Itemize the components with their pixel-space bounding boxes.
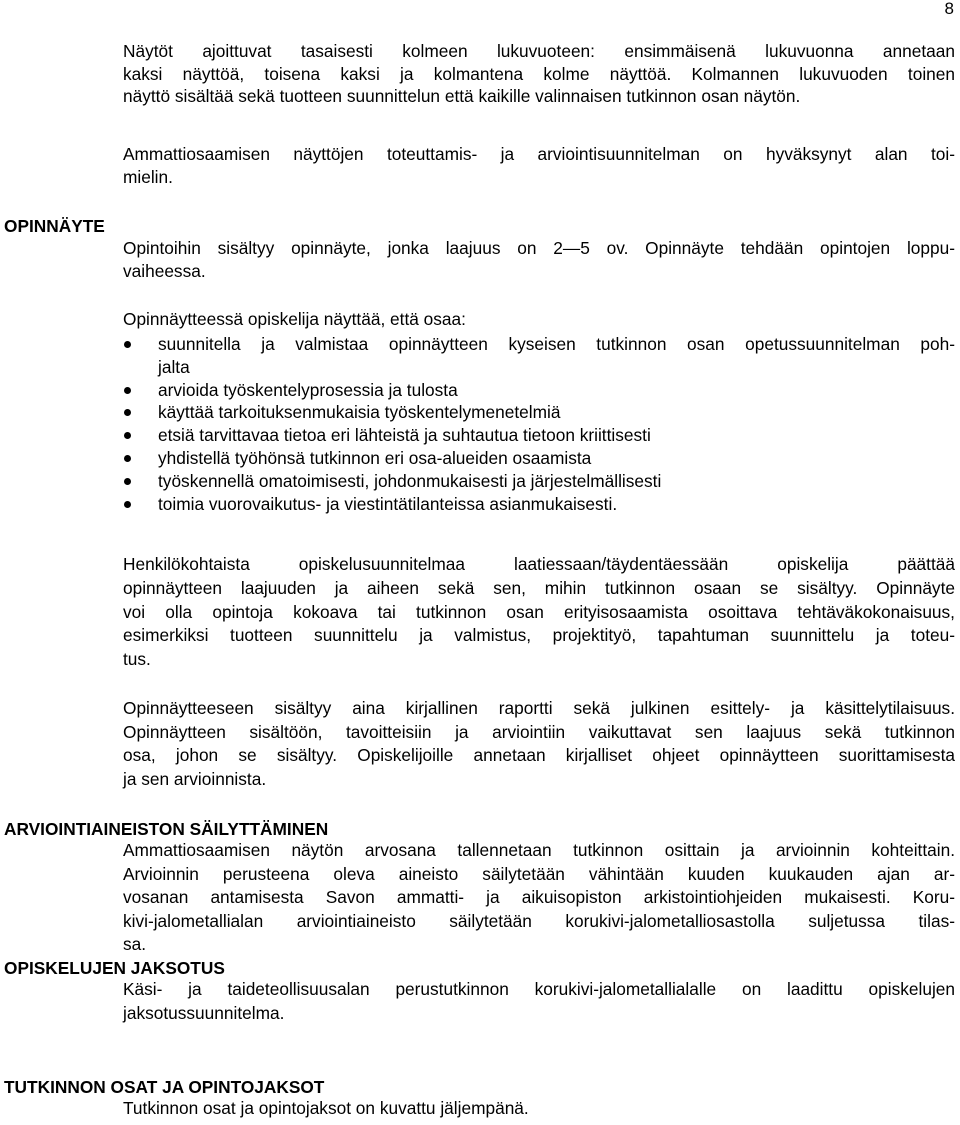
periods-paragraph bbox=[123, 978, 955, 1025]
section-heading-opinnayte: OPINNÄYTE bbox=[4, 216, 105, 236]
bullet-icon bbox=[124, 432, 131, 439]
skills-list-bound bbox=[123, 333, 955, 515]
paragraph-line: jaksotussuunnitelma. bbox=[123, 1002, 285, 1023]
bullet-icon bbox=[124, 478, 131, 485]
paragraph-line: voi olla opintoja kokoava tai tutkinnon osan erityisosaamista osoittava tehtäväkokonaisuus, bbox=[123, 601, 955, 622]
bullet-icon bbox=[124, 341, 131, 348]
paragraph-line: Ammattiosaamisen näytön arvosana tallennetaan tutkinnon osittain ja arvioinnin kohteittain. bbox=[123, 840, 955, 860]
section-heading-periods: OPISKELUJEN JAKSOTUS bbox=[4, 958, 225, 978]
list-item bbox=[123, 447, 955, 470]
paragraph-line: osa, johon se sisältyy. Opiskelijoille annetaan kirjalliset ohjeet opinnäytteen suorittamisesta bbox=[123, 745, 955, 766]
intro-line: kaksi näyttöä, toisena kaksi ja kolmantena kolme näyttöä. Kolmannen lukuvuoden toinen bbox=[123, 63, 955, 84]
bullet-icon bbox=[124, 409, 131, 416]
list-item-text: käyttää tarkoituksenmukaisia työskentelymenetelmiä bbox=[158, 402, 561, 423]
list-item-text bbox=[158, 333, 955, 379]
list-item bbox=[123, 493, 955, 516]
units-paragraph: Tutkinnon osat ja opintojaksot on kuvattu jäljempänä. bbox=[123, 1098, 529, 1118]
list-item-text: toimia vuorovaikutus- ja viestintätilanteissa asianmukaisesti. bbox=[158, 493, 618, 514]
paragraph-line: Opinnäytteen sisältöön, tavoitteisiin ja arviointiin vaikuttavat sen laajuus sekä tutkinnon bbox=[123, 721, 955, 742]
bullet-icon bbox=[124, 501, 131, 508]
bullet-icon bbox=[124, 455, 131, 462]
paragraph-line: Henkilökohtaista opiskelusuunnitelmaa laatiessaan/täydentäessään opiskelija päättää bbox=[123, 554, 955, 574]
opinnayte-paragraph-2 bbox=[123, 697, 955, 791]
opinnayte-intro-line: vaiheessa. bbox=[123, 260, 206, 281]
paragraph-line: kivi-jalometallialan arviointiaineisto säilytetään korukivi-jalometalliosastolla suljetussa tilas- bbox=[123, 910, 955, 931]
list-item-text-line: jalta bbox=[158, 356, 190, 377]
paragraph-line: Opinnäytteeseen sisältyy aina kirjallinen raportti sekä julkinen esittely- ja käsittelytilaisuus. bbox=[123, 698, 955, 718]
paragraph-line: tus. bbox=[123, 649, 151, 670]
intro-line: näyttö sisältää sekä tuotteen suunnittelun että kaikille valinnaisen tutkinnon osan näytön. bbox=[123, 86, 801, 107]
list-item bbox=[123, 379, 955, 402]
paragraph-line: vosanan antamisesta Savon ammatti- ja aikuisopiston arkistointiohjeiden mukaisesti. Koru- bbox=[123, 887, 955, 908]
section-heading-archive: ARVIOINTIAINEISTON SÄILYTTÄMINEN bbox=[4, 819, 329, 839]
list-item bbox=[123, 401, 955, 424]
list-item-text: yhdistellä työhönsä tutkinnon eri osa-alueiden osaamista bbox=[158, 447, 592, 468]
opinnayte-intro bbox=[123, 237, 955, 282]
paragraph-line: opinnäytteen laajuuden ja aiheen sekä sen, mihin tutkinnon osaan se sisältyy. Opinnäyte bbox=[123, 577, 955, 598]
opinnayte-intro-line: Opintoihin sisältyy opinnäyte, jonka laajuus on 2—5 ov. Opinnäyte tehdään opintojen loppu- bbox=[123, 238, 955, 258]
intro-paragraph bbox=[123, 40, 955, 108]
approval-line: mielin. bbox=[123, 166, 173, 187]
list-item bbox=[123, 424, 955, 447]
list-item-text: etsiä tarvittavaa tietoa eri lähteistä ja suhtautua tietoon kriittisesti bbox=[158, 425, 651, 446]
bullet-icon bbox=[124, 387, 131, 394]
intro-line: Näytöt ajoittuvat tasaisesti kolmeen lukuvuoteen: ensimmäisenä lukuvuonna annetaan bbox=[123, 41, 955, 61]
list-item-text: työskennellä omatoimisesti, johdonmukaisesti ja järjestelmällisesti bbox=[158, 470, 662, 491]
archive-paragraph bbox=[123, 839, 955, 957]
list-item bbox=[123, 470, 955, 493]
opinnayte-paragraph-1 bbox=[123, 553, 955, 672]
section-heading-units: TUTKINNON OSAT JA OPINTOJAKSOT bbox=[4, 1077, 325, 1097]
approval-paragraph bbox=[123, 143, 955, 188]
approval-line: Ammattiosaamisen näyttöjen toteuttamis- ja arviointisuunnitelman on hyväksynyt alan toi- bbox=[123, 144, 955, 164]
paragraph-line: ja sen arvioinnista. bbox=[123, 768, 267, 789]
paragraph-line: Arvioinnin perusteena oleva aineisto säilytetään vähintään kuuden kuukauden ajan ar- bbox=[123, 863, 955, 884]
list-item-text: arvioida työskentelyprosessia ja tulosta bbox=[158, 379, 458, 400]
skills-intro: Opinnäytteessä opiskelija näyttää, että osaa: bbox=[123, 309, 466, 329]
page-number: 8 bbox=[944, 0, 954, 18]
paragraph-line: sa. bbox=[123, 934, 147, 955]
list-item bbox=[123, 333, 955, 379]
paragraph-line: esimerkiksi tuotteen suunnittelu ja valmistus, projektityö, tapahtuman suunnittelu ja toteu- bbox=[123, 625, 955, 646]
paragraph-line: Käsi- ja taideteollisuusalan perustutkinnon korukivi-jalometallialalle on laadittu opiskelujen bbox=[123, 979, 955, 999]
list-item-text-line: suunnitella ja valmistaa opinnäytteen kyseisen tutkinnon osan opetussuunnitelman poh- bbox=[158, 334, 955, 354]
